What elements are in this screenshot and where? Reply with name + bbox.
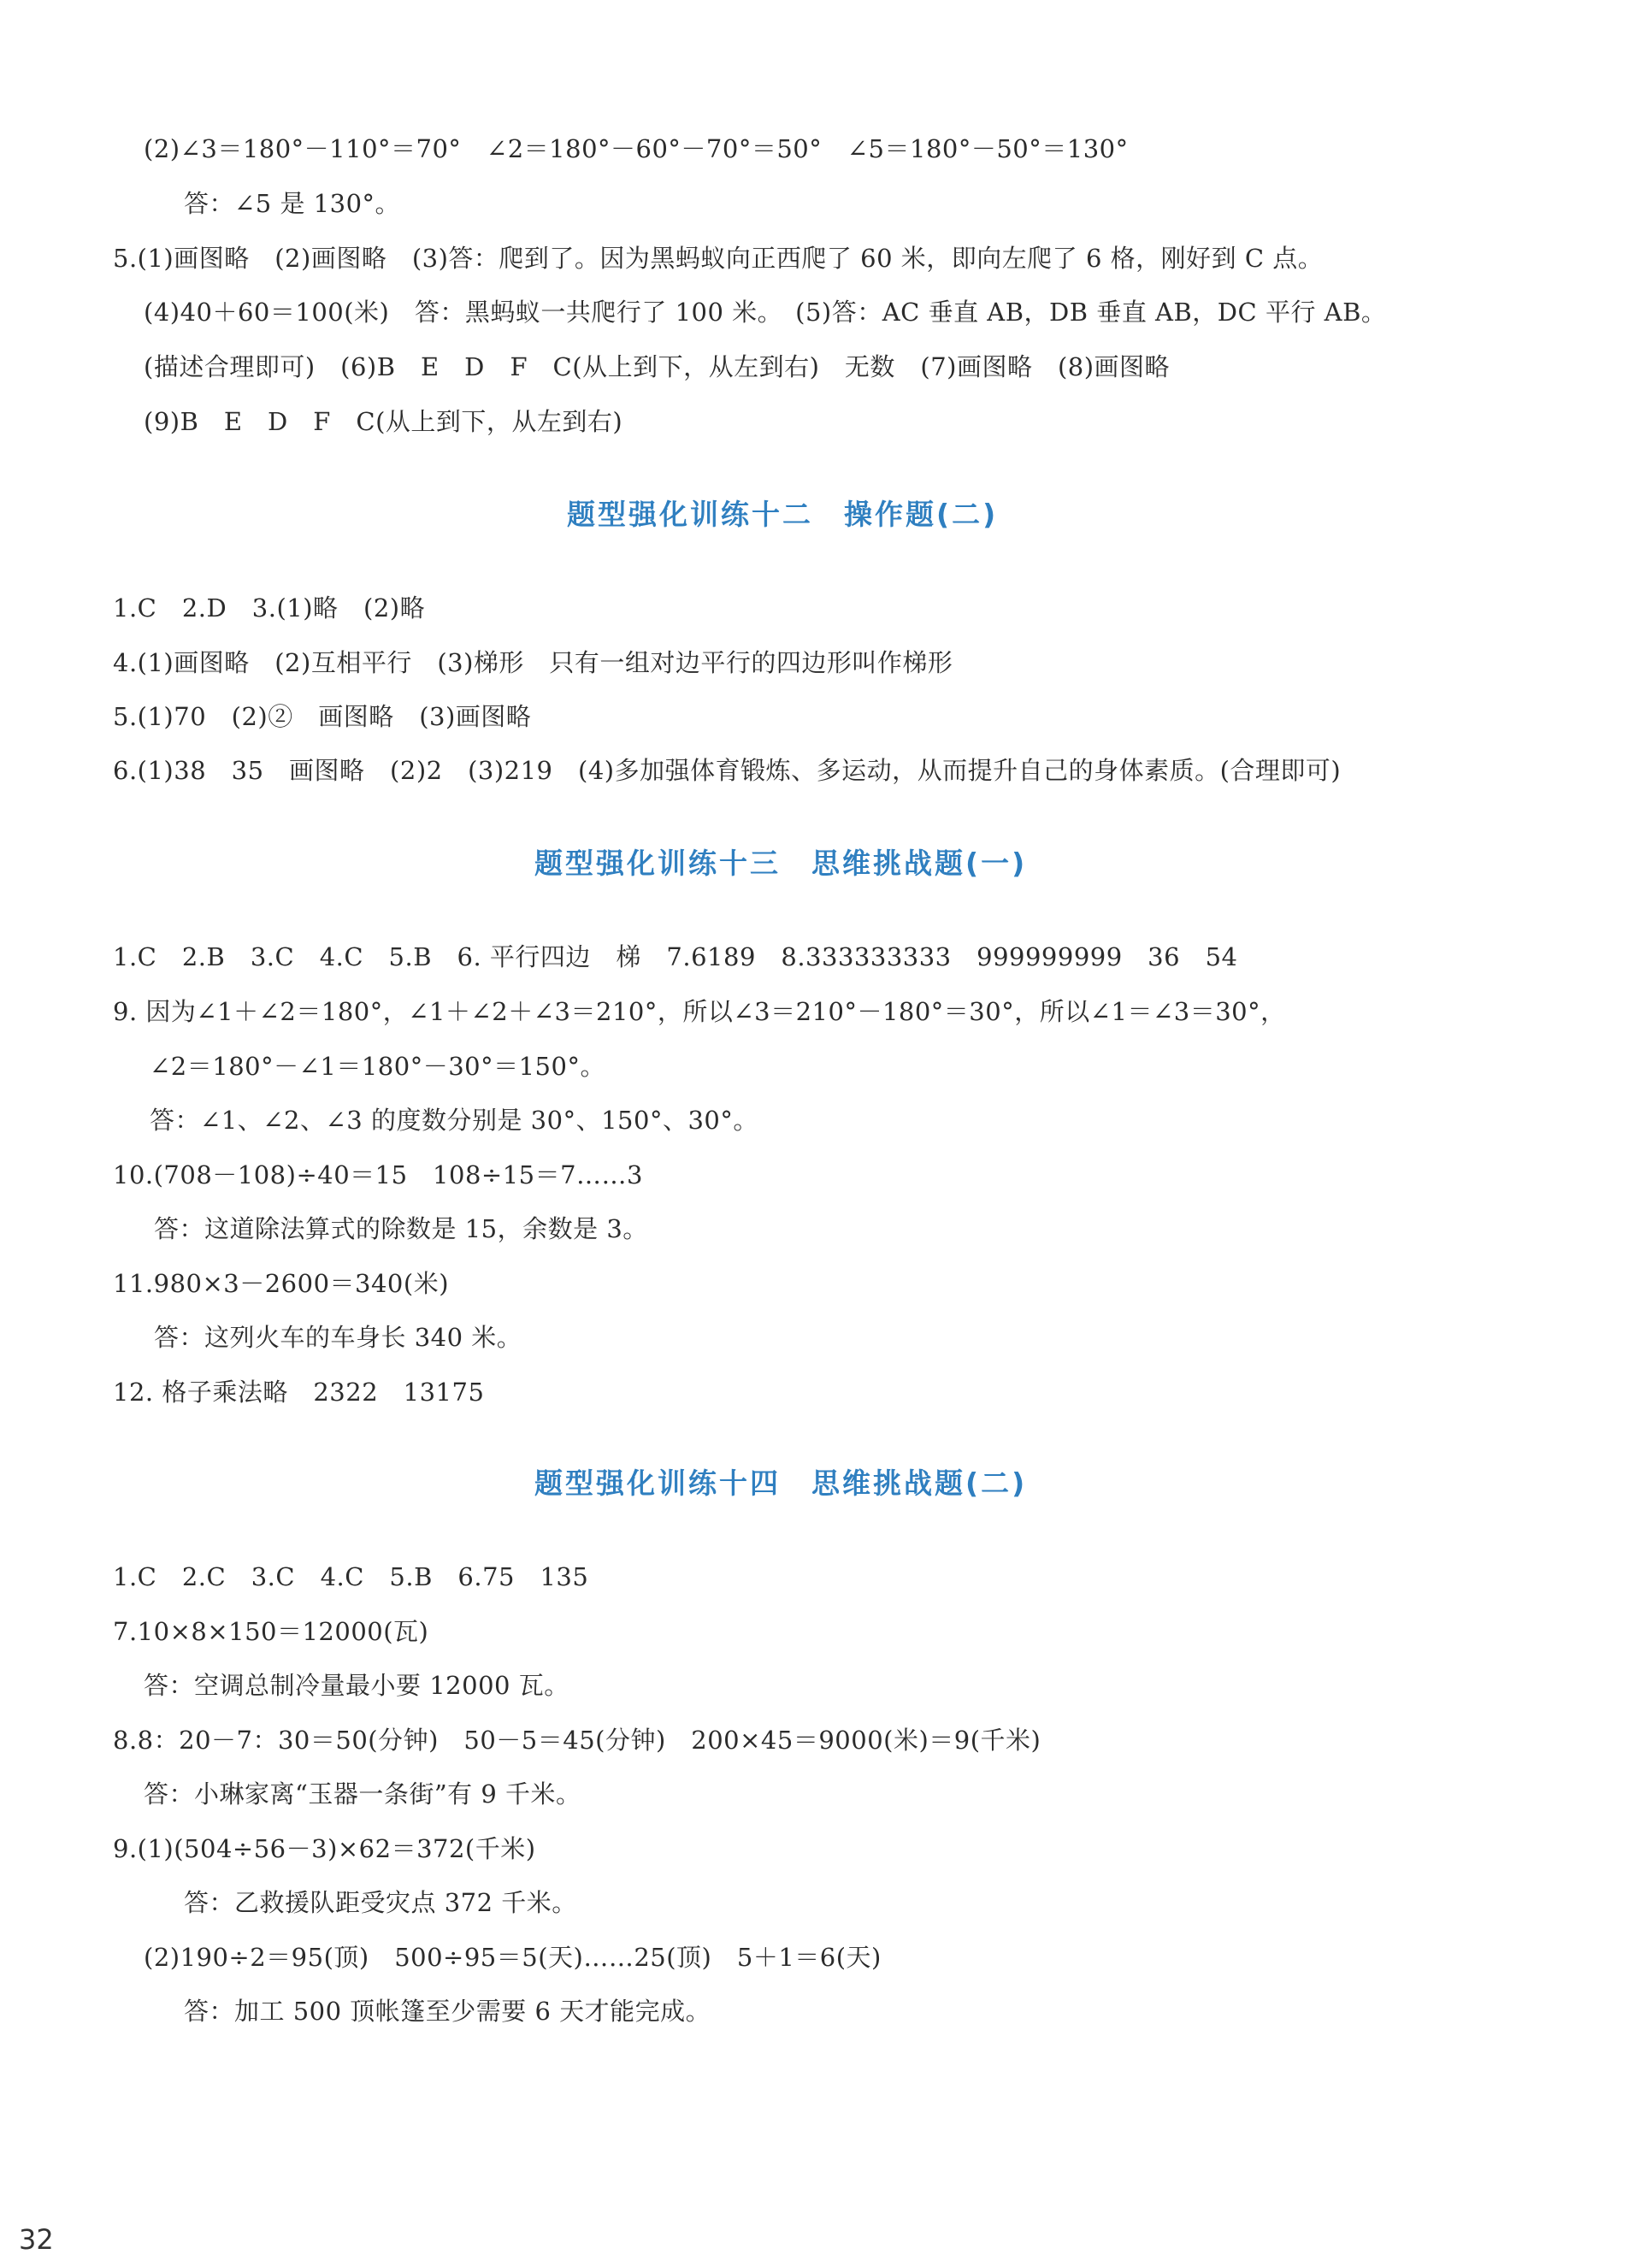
answer-line: 答：乙救援队距受灾点 372 千米。: [184, 1888, 577, 1917]
answer-line: 5.(1)画图略 (2)画图略 (3)答：爬到了。因为黑蚂蚁向正西爬了 60 米，即向左爬了 6 格，刚好到 C 点。: [113, 244, 1324, 273]
answer-line: 答：∠5 是 130°。: [184, 189, 401, 218]
answer-line: 1.C 2.C 3.C 4.C 5.B 6.75 135: [113, 1562, 589, 1591]
answer-line: (2)∠3＝180°－110°＝70° ∠2＝180°－60°－70°＝50° ∠5＝180°－50°＝130°: [144, 134, 1129, 163]
answer-line: 答：∠1、∠2、∠3 的度数分别是 30°、150°、30°。: [150, 1106, 758, 1135]
section-heading: 题型强化训练十四 思维挑战题(二): [534, 1466, 1028, 1500]
answer-line: 12. 格子乘法略 2322 13175: [113, 1378, 485, 1407]
answer-line: 1.C 2.B 3.C 4.C 5.B 6. 平行四边 梯 7.6189 8.333333333 999999999 36 54: [113, 942, 1238, 971]
answer-line: (9)B E D F C(从上到下，从左到右): [144, 407, 623, 436]
answer-line: 7.10×8×150＝12000(瓦): [113, 1617, 429, 1646]
answer-line: 答：空调总制冷量最小要 12000 瓦。: [144, 1671, 569, 1700]
page-number: 32: [19, 2223, 54, 2256]
answer-line: 5.(1)70 (2)② 画图略 (3)画图略: [113, 702, 532, 731]
section-heading: 题型强化训练十三 思维挑战题(一): [534, 847, 1028, 880]
answer-line: (4)40＋60＝100(米) 答：黑蚂蚁一共爬行了 100 米。 (5)答：AC 垂直 AB，DB 垂直 AB，DC 平行 AB。: [144, 298, 1387, 327]
answer-line: 10.(708－108)÷40＝15 108÷15＝7……3: [113, 1160, 644, 1189]
answer-line: ∠2＝180°－∠1＝180°－30°＝150°。: [150, 1052, 605, 1081]
answer-line: 答：这道除法算式的除数是 15，余数是 3。: [154, 1214, 648, 1243]
answer-line: (2)190÷2＝95(顶) 500÷95＝5(天)……25(顶) 5＋1＝6(天): [144, 1943, 882, 1972]
answer-line: 4.(1)画图略 (2)互相平行 (3)梯形 只有一组对边平行的四边形叫作梯形: [113, 648, 953, 677]
answer-line: 答：小琳家离“玉器一条街”有 9 千米。: [144, 1779, 581, 1809]
answer-line: 1.C 2.D 3.(1)略 (2)略: [113, 593, 426, 623]
answer-line: 答：加工 500 顶帐篷至少需要 6 天才能完成。: [184, 1997, 711, 2026]
answer-line: 11.980×3－2600＝340(米): [113, 1269, 450, 1298]
answer-line: 9. 因为∠1＋∠2＝180°，∠1＋∠2＋∠3＝210°，所以∠3＝210°－180°＝30°，所以∠1＝∠3＝30°，: [113, 997, 1286, 1026]
answer-line: (描述合理即可) (6)B E D F C(从上到下，从左到右) 无数 (7)画图略 (8)画图略: [144, 352, 1171, 381]
answer-line: 9.(1)(504÷56－3)×62＝372(千米): [113, 1834, 536, 1863]
section-heading: 题型强化训练十二 操作题(二): [567, 498, 999, 531]
answer-line: 6.(1)38 35 画图略 (2)2 (3)219 (4)多加强体育锻炼、多运动，从而提升自己的身体素质。(合理即可): [113, 756, 1342, 785]
answer-line: 答：这列火车的车身长 340 米。: [154, 1323, 522, 1352]
answer-line: 8.8：20－7：30＝50(分钟) 50－5＝45(分钟) 200×45＝9000(米)＝9(千米): [113, 1726, 1041, 1755]
